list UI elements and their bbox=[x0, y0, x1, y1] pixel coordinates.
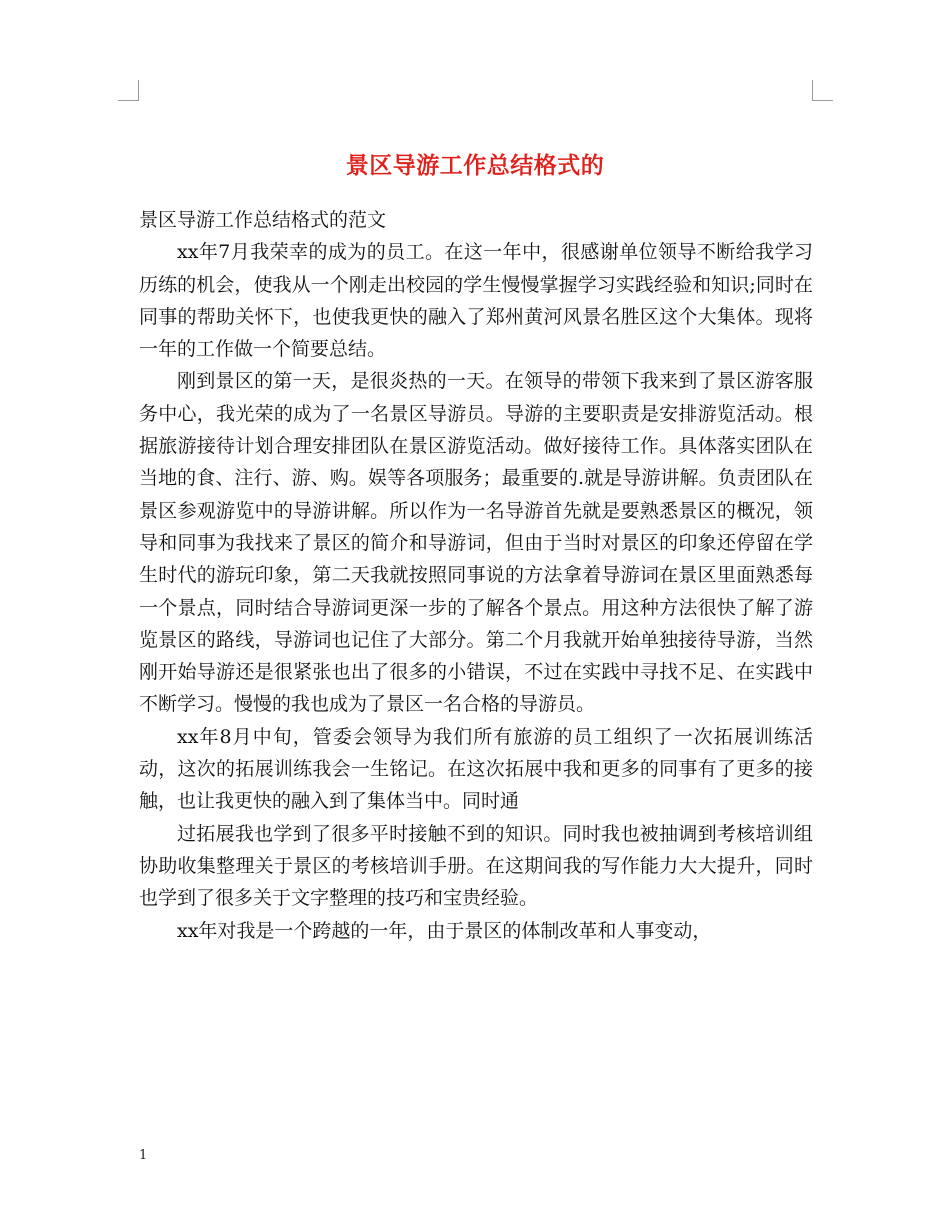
crop-mark-top-left bbox=[118, 80, 139, 101]
document-title: 景区导游工作总结格式的 bbox=[345, 153, 605, 180]
paragraph-3: xx年8月中旬，管委会领导为我们所有旅游的员工组织了一次拓展训练活动，这次的拓展训练我会一生铭记。在这次拓展中我和更多的同事有了更多的接触，也让我更快的融入到了集体当中。同时通 bbox=[139, 725, 813, 813]
paragraph-2: 刚到景区的第一天，是很炎热的一天。在领导的带领下我来到了景区游客服务中心，我光荣的成为了一名景区导游员。导游的主要职责是安排游览活动。根据旅游接待计划合理安排团队在景区游览活动。做好接待工作。具体落实团队在当地的食、注行、游、购。娱等各项服务；最重要的.就是导游讲解。负责团队在景区参观游览中的导游讲解。所以作为一名导游首先就是要熟悉景区的概况，领导和同事为我找来了景区的简介和导游词，但由于当时对景区的印象还停留在学生时代的游玩印象，第二天我就按照同事说的方法拿着导游词在景区里面熟悉每一个景点，同时结合导游词更深一步的了解各个景点。用这种方法很快了解了游览景区的路线，导游词也记住了大部分。第二个月我就开始单独接待导游，当然刚开始导游还是很紧张也出了很多的小错误，不过在实践中寻找不足、在实践中不断学习。慢慢的我也成为了景区一名合格的导游员。 bbox=[139, 370, 813, 716]
page-number: 1 bbox=[139, 1148, 148, 1163]
paragraph-5: xx年对我是一个跨越的一年，由于景区的体制改革和人事变动， bbox=[177, 919, 712, 942]
document-body bbox=[139, 204, 813, 947]
paragraph-1: xx年7月我荣幸的成为的员工。在这一年中，很感谢单位领导不断给我学习历练的机会，使我从一个刚走出校园的学生慢慢掌握学习实践经验和知识;同时在同事的帮助关怀下，也使我更快的融入了郑州黄河风景名胜区这个大集体。现将一年的工作做一个简要总结。 bbox=[139, 241, 813, 361]
document-subtitle: 景区导游工作总结格式的范文 bbox=[139, 209, 387, 231]
paragraph-4: 过拓展我也学到了很多平时接触不到的知识。同时我也被抽调到考核培训组协助收集整理关于景区的考核培训手册。在这期间我的写作能力大大提升，同时也学到了很多关于文字整理的技巧和宝贵经验。 bbox=[139, 822, 813, 910]
crop-mark-top-right bbox=[812, 80, 833, 101]
